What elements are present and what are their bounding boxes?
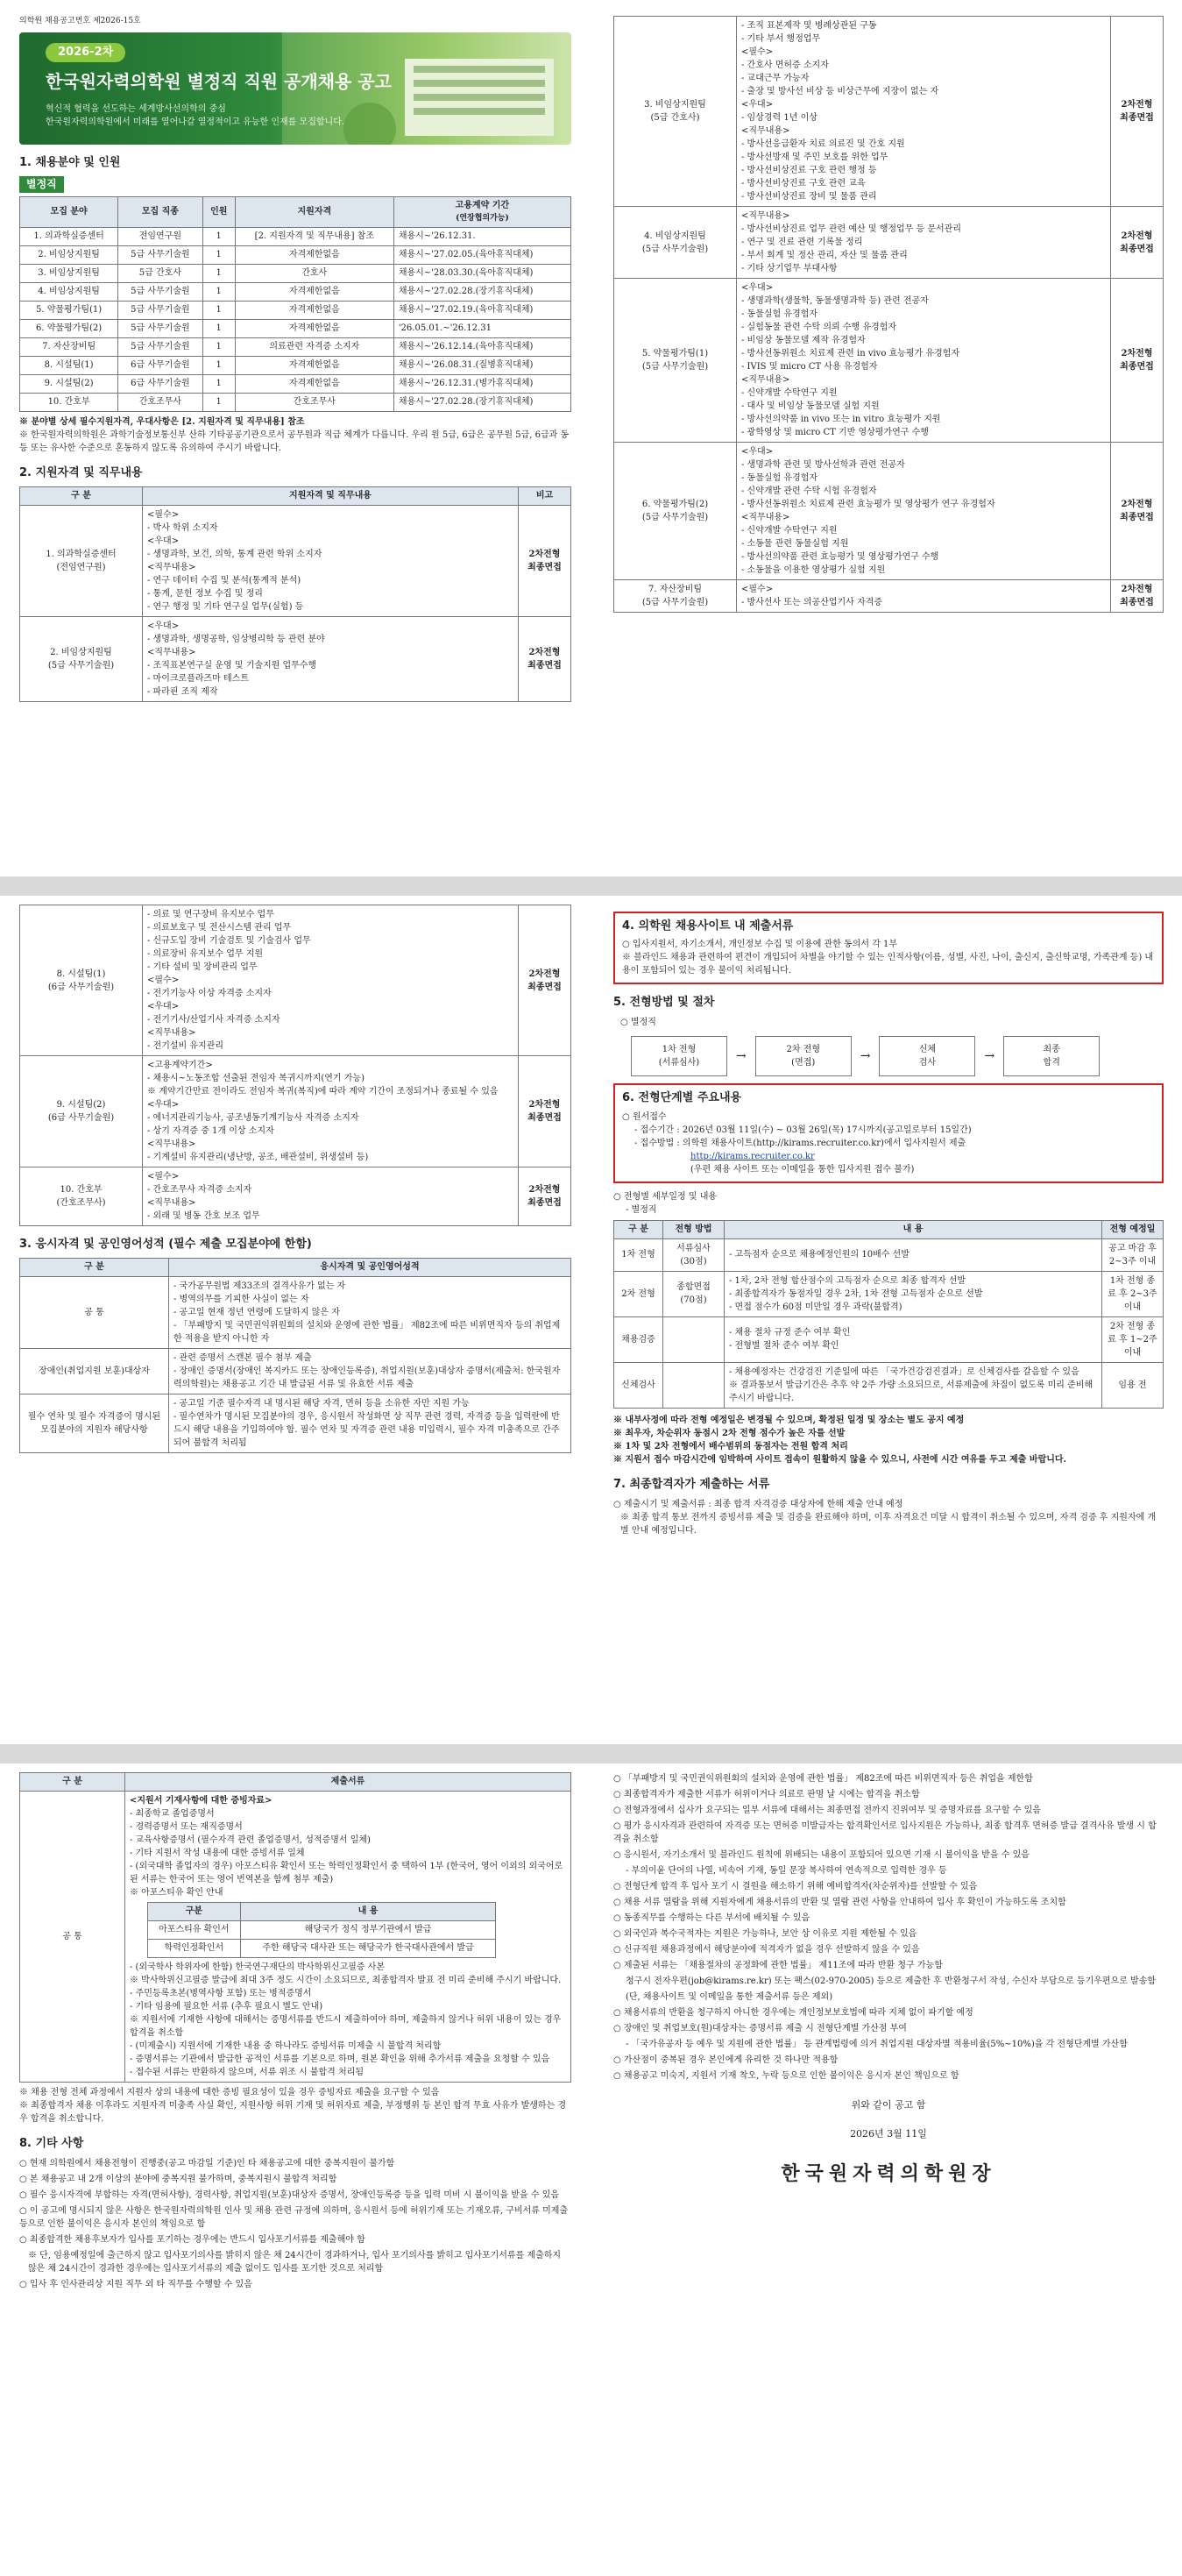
- arrow-icon: →: [984, 1048, 995, 1063]
- doc-item: ※ 아포스티유 확인 안내: [130, 1888, 223, 1898]
- column-header: 구 분: [20, 1773, 125, 1792]
- table-row: [148, 1940, 496, 1958]
- table-cell: 아포스티유 확인서: [148, 1921, 241, 1940]
- table-row: [20, 356, 571, 374]
- table-cell: - 1차, 2차 전형 합산점수의 고득점자 순으로 최종 합격자 선발 - 최종합격자가 동점자일 경우 2차, 1차 전형 고득점자 순으로 선발 - 면접 점수가 60점 미만일 경우 과락(불합격): [725, 1271, 1102, 1316]
- table-cell: 채용시~'26.12.31.: [393, 227, 570, 245]
- table-cell: 자격제한없음: [235, 245, 393, 264]
- notice-date: 2026년 3월 11일: [850, 2128, 927, 2140]
- table-cell: 종합면접 (70점): [663, 1271, 725, 1316]
- row-label: 1. 의과학실증센터 (전임연구원): [20, 505, 143, 616]
- table-cell: 1: [202, 245, 235, 264]
- application-period: - 접수기간 : 2026년 03월 11일(수) ~ 03월 26일(목) 17시까지(공고일로부터 15일간): [634, 1125, 972, 1135]
- list-item: ○ 최종합격자가 제출한 서류가 허위이거나 의료로 판명 날 시에는 합격을 취소함: [613, 1790, 920, 1799]
- doc-item: ※ 박사학위신고필증 발급에 최대 3주 정도 시간이 소요되므로, 최종합격자 발표 전 미리 준비해 주시기 바랍니다.: [130, 1976, 562, 1985]
- application-note: (우편 채용 사이트 또는 이메일을 통한 입사지원 접수 불가): [690, 1164, 915, 1174]
- application-method: - 접수방법 : 의학원 채용사이트(http://kirams.recruiter.co.kr)에서 입사지원서 제출: [634, 1138, 966, 1148]
- table-row: [20, 319, 571, 337]
- table-cell: 공고 마감 후 2~3주 이내: [1102, 1238, 1164, 1271]
- apostille-table: [147, 1902, 496, 1958]
- table-cell: 1. 의과학실증센터: [20, 227, 118, 245]
- table-cell: 9. 시설팀(2): [20, 374, 118, 393]
- table-row: [148, 1921, 496, 1940]
- table-cell: [663, 1362, 725, 1408]
- table-row: [20, 1394, 571, 1453]
- column-header: 비고: [519, 486, 571, 505]
- table-cell: 간호조무사: [118, 393, 202, 411]
- row-remark: 2차전형 최종면접: [519, 505, 571, 616]
- row-label: 4. 비임상지원팀 (5급 사무기술원): [614, 207, 737, 279]
- section-1-heading: 1. 채용분야 및 인원: [19, 155, 121, 169]
- step-2: 2차 전형 (면접): [755, 1036, 852, 1076]
- row-label: 10. 간호부 (간호조무사): [20, 1167, 143, 1226]
- doc-item: - 접수된 서류는 반환하지 않으며, 서류 위조 시 불합격 처리됨: [130, 2068, 365, 2077]
- table-cell: 1차 전형 종료 후 2~3주 이내: [1102, 1271, 1164, 1316]
- table-cell: 1: [202, 374, 235, 393]
- page-3-left: [19, 1772, 571, 2294]
- final-docs-notes: [19, 2086, 571, 2125]
- table-cell: 5급 사무기술원: [118, 282, 202, 301]
- list-item: (단, 채용사이트 및 이메일을 통한 제출서류 등은 제외): [626, 1992, 833, 2002]
- column-header: 전형 방법: [663, 1220, 725, 1238]
- table-cell: 의료관련 자격증 소지자: [235, 337, 393, 356]
- application-title: ○ 원서접수: [622, 1111, 667, 1122]
- row-remark: 2차전형 최종면접: [519, 1167, 571, 1226]
- table-cell: - 채용예정자는 건강검진 기준일에 따른 「국가건강검진결과」로 신체검사를 갈음할 수 있음 ※ 결과통보서 발급기간은 추후 약 2주 가량 소요되므로, 서류제출에 차질이 없도록 미리 준비해 주시기 바랍니다.: [725, 1362, 1102, 1408]
- column-header: 고용계약 기간 (연장협의가능): [393, 196, 570, 227]
- page-1-left: [19, 16, 571, 702]
- page-gap: [0, 876, 1182, 896]
- list-item: ○ 전형단계 합격 후 입사 포기 시 결원을 해소하기 위해 예비합격자(차순위자)를 선발할 수 있음: [613, 1882, 978, 1891]
- doc-item: - 최종학교 졸업증명서: [130, 1809, 215, 1819]
- table-row: [20, 227, 571, 245]
- row-label: 6. 약물평가팀(2) (5급 사무기술원): [614, 443, 737, 580]
- table-row: [614, 1238, 1164, 1271]
- row-remark: 2차전형 최종면접: [519, 616, 571, 701]
- table-cell: 1: [202, 282, 235, 301]
- list-item: ○ 평가 응시자격과 관련하여 자격증 또는 면허증 미발급자는 합격확인서로 입사지원은 가능하나, 최종 합격후 면허증 발급 결격사유 발생 시 합격을 취소함: [613, 1821, 1157, 1844]
- page-2: [0, 896, 1182, 1744]
- recruit-site-link[interactable]: http://kirams.recruiter.co.kr: [690, 1151, 815, 1161]
- column-header: 인원: [202, 196, 235, 227]
- table-cell: 채용시~'27.02.28.(장기휴직대체): [393, 393, 570, 411]
- column-header: 응시자격 및 공인영어성적: [169, 1259, 571, 1277]
- column-header: 구 분: [20, 486, 143, 505]
- table-cell: 자격제한없음: [235, 301, 393, 319]
- list-item: ○ 신규직원 채용과정에서 해당분야에 적격자가 없을 경우 선발하지 않을 수 있음: [613, 1945, 920, 1955]
- table-row: [614, 443, 1164, 580]
- section-4-heading: 4. 의학원 채용사이트 내 제출서류: [622, 919, 794, 933]
- list-item: ○ 채용서류의 반환을 청구하지 아니한 경우에는 개인정보보호법에 따라 지체 없이 파기할 예정: [613, 2008, 973, 2018]
- table-cell: 1차 전형: [614, 1238, 663, 1271]
- table-row: [614, 17, 1164, 207]
- list-item: ○ 전형과정에서 십사가 요구되는 일부 서류에 대해서는 최종면접 전까지 진위여부 및 증명자료를 요구할 수 있음: [613, 1806, 1041, 1815]
- schedule-notes: [613, 1414, 1164, 1466]
- table-cell: 6급 사무기술원: [118, 374, 202, 393]
- list-item: ○ 최종합격한 채용후보자가 입사를 포기하는 경우에는 반드시 입사포기서류를 제출해야 함: [19, 2235, 365, 2246]
- section-8-heading: 8. 기타 사항: [19, 2137, 84, 2150]
- qual-table-b: [613, 16, 1164, 613]
- table-row: [614, 279, 1164, 443]
- table-row: [20, 1167, 571, 1226]
- list-item: ○ 입사 후 인사관리상 지원 직무 외 타 직무를 수행할 수 있음: [19, 2280, 252, 2290]
- table-cell: 학력인정확인서: [148, 1940, 241, 1958]
- page-1: [0, 0, 1182, 876]
- column-header: 모집 직종: [118, 196, 202, 227]
- year-tag: 2026-2차: [46, 43, 125, 62]
- row-label: 9. 시설팀(2) (6급 사무기술원): [20, 1056, 143, 1167]
- step-1: 1차 전형 (서류심사): [631, 1036, 727, 1076]
- table-row: [20, 1056, 571, 1167]
- table-row: [148, 1903, 496, 1921]
- table-cell: 채용검증: [614, 1316, 663, 1362]
- table-row: [20, 337, 571, 356]
- doc-number: 의학원 채용공고번호 제2026-15호: [19, 17, 141, 25]
- page-2-right: [613, 905, 1164, 1537]
- row-content: <필수> - 방사선사 또는 의공산업기사 자격증: [737, 580, 1111, 613]
- table-cell: 5급 사무기술원: [118, 245, 202, 264]
- column-header: 내 용: [725, 1220, 1102, 1238]
- row-content: <고용계약기간> - 채용시~노동조합 선출된 전임자 복귀시까지(연기 가능) ※ 계약기간만료 전이라도 전임자 복귀(복직)에 따라 계약 기간이 조정되거나 종료될 수 있음 <우대> - 에너지관리기능사, 공조냉동기계기능사 자격증 소지자 - 상기 자격증 중 1개 이상 소지자 <직무내용> - 기계설비 유지관리(냉난방, 공조, 배관설비, 위생설비 등): [143, 1056, 519, 1167]
- table-row: [614, 1316, 1164, 1362]
- table-row: [20, 616, 571, 701]
- final-docs-label: 공 통: [20, 1792, 125, 2083]
- list-item: 청구시 전자우편(job@kirams.re.kr) 또는 팩스(02-970-2005) 등으로 제출한 후 반환청구서 작성, 수신자 부담으로 등기우편으로 발송함: [626, 1976, 1157, 1986]
- table-cell: 4. 비임상지원팀: [20, 282, 118, 301]
- column-header: 내 용: [240, 1903, 496, 1921]
- row-remark: 2차전형 최종면접: [519, 1056, 571, 1167]
- closing-line: 위와 같이 공고 함: [851, 2099, 926, 2111]
- section-7-item-1: ○ 제출시기 및 제출서류 : 최종 합격 자격검증 대상자에 한해 제출 안내 예정: [613, 1499, 903, 1509]
- list-item: ○ 필수 응시자격에 부합하는 자격(면허사항), 경력사항, 취업지원(보훈)대상자 증명서, 장애인등록증 등을 입력 미비 시 불이익을 받을 수 있음: [19, 2190, 560, 2201]
- table-row: [20, 1277, 571, 1349]
- doc-item: - 기타 지원서 작성 내용에 대한 증빙서류 일체: [130, 1849, 305, 1858]
- table-cell: 5급 사무기술원: [118, 319, 202, 337]
- header-banner: [19, 32, 571, 145]
- row-content: <우대> - 생명과학(생물학, 동물생명과학 등) 관련 전공자 - 동물실험 유경험자 - 실험동물 관련 수탁 의뢰 수행 유경험자 - 비임상 동물모델 제작 유경험자 - 방사선동위원소 치료제 관련 in vivo 효능평가 유경험자 - IVIS 및 micro CT 사용 유경험자 <직무내용> - 신약개발 수탁연구 지원 - 대사 및 비임상 동물모델 실험 지원 - 방사선의약품 in vivo 또는 in vitro 효능평가 지원 - 광학영상 및 micro CT 기반 영상평가연구 수행: [737, 279, 1111, 443]
- table-cell: 5. 약물평가팀(1): [20, 301, 118, 319]
- table-row: [20, 301, 571, 319]
- list-item: ○ 본 채용공고 내 2개 이상의 분야에 중복지원 불가하며, 중복지원시 불합격 처리함: [19, 2175, 337, 2185]
- row-remark: 2차전형 최종면접: [1111, 443, 1164, 580]
- schedule-label: ○ 전형별 세부일정 및 내용: [613, 1191, 718, 1202]
- schedule-sub: - 별정직: [626, 1204, 657, 1215]
- final-docs-content: [125, 1792, 571, 2083]
- list-item: ○ 동종직무를 수행하는 다른 부서에 배치될 수 있음: [613, 1913, 810, 1923]
- table-cell: 자격제한없음: [235, 374, 393, 393]
- column-header: 구 분: [20, 1259, 169, 1277]
- table-cell: 2차 전형: [614, 1271, 663, 1316]
- final-docs-table: [19, 1772, 571, 2083]
- doc-item: - (미제출시) 지원서에 기재한 내용 중 하나라도 증빙서류 미제출 시 불합격 처리함: [130, 2041, 442, 2051]
- table-cell: 채용시~'26.12.31.(병가휴직대체): [393, 374, 570, 393]
- table-cell: 1: [202, 301, 235, 319]
- column-header: 지원자격 및 직무내용: [143, 486, 519, 505]
- note-line: ※ 1차 및 2차 전형에서 배수범위의 동점자는 전원 합격 처리: [613, 1441, 848, 1451]
- table-cell: 채용시~'26.12.14.(육아휴직대체): [393, 337, 570, 356]
- list-item: ○ 이 공고에 명시되지 않은 사항은 한국원자력의학원 인사 및 채용 관련 규정에 의하며, 응시원서 등에 허위기재 또는 기재오류, 구비서류 미제출 등으로 인한 불이익은 응시자 본인의 책임으로 함: [19, 2206, 569, 2230]
- row-content: - 공고일 기준 필수자격 내 명시된 해당 자격, 면허 등을 소유한 자만 지원 가능 - 필수연차가 명시된 모집분야의 경우, 응시원서 작성화면 상 직무 관련 경력, 자격증 등을 입력란에 반드시 해당 내용을 기입하여야 함. 필수 연차 및 자격증 관련 내용 미입력시, 필수 자격 미충족으로 간주되어 불합격 처리됨: [169, 1394, 571, 1453]
- row-remark: 2차전형 최종면접: [519, 905, 571, 1056]
- table-cell: 2차 전형 종료 후 1~2주 이내: [1102, 1316, 1164, 1362]
- arrow-icon: →: [860, 1048, 871, 1063]
- table-cell: 1: [202, 264, 235, 282]
- note-line: ※ 최종합격자 채용 이후라도 지원자격 미충족 사실 확인, 지원사항 허위 기재 및 허위자료 제출, 부정행위 등 본인 합격 무효 사유가 발생하는 경우 합격을 취소합니다.: [19, 2101, 567, 2124]
- row-content: - 관련 증명서 스캔본 필수 첨부 제출 - 장애인 증명서(장애인 복지카드 또는 장애인등록증), 취업지원(보훈)대상자 증명서(제출처: 한국원자력의학원)는 채용공고 기간 내 발급된 서류 및 유효한 서류 제출: [169, 1349, 571, 1394]
- row-content: - 조직 표본제작 및 병례상관된 구동 - 기타 부서 행정업무 <필수> - 간호사 면허증 소지자 - 교대근무 가능자 - 출장 및 방사선 비상 등 비상근무에 지장이 없는 자 <우대> - 임상경력 1년 이상 <직무내용> - 방사선응급환자 치료 의료진 및 간호 지원 - 방사선방재 및 주민 보호를 위한 업무 - 방사선비상진료 구호 관련 행정 등 - 방사선비상진료 구호 관련 교육 - 방사선비상진료 장비 및 물품 관리: [737, 17, 1111, 207]
- table-cell: 1: [202, 337, 235, 356]
- table-cell: 6. 약물평가팀(2): [20, 319, 118, 337]
- row-content: <필수> - 간호조무사 자격증 소지자 <직무내용> - 외래 및 병동 간호 보조 업무: [143, 1167, 519, 1226]
- note-line: ※ 최우자, 차순위자 동점시 2차 전형 점수가 높은 자를 선발: [613, 1428, 846, 1438]
- table-cell: '26.05.01.~'26.12.31: [393, 319, 570, 337]
- row-content: <우대> - 생명과학 관련 및 방사선학과 관련 전공자 - 동물실험 유경험자 - 신약개발 관련 수탁 시험 유경험자 - 방사선동위원소 치료제 관련 효능평가 및 영상평가 연구 유경험자 <직무내용> - 신약개발 수탁연구 지원 - 소동물 관련 동물실험 지원 - 방사선의약품 관련 효능평가 및 영상평가연구 수행 - 소동물을 이용한 영상평가 실험 지원: [737, 443, 1111, 580]
- table-cell: 자격제한없음: [235, 356, 393, 374]
- qual-table-c: [19, 905, 571, 1226]
- recruit-table: [19, 196, 571, 412]
- row-label: 필수 연차 및 필수 자격증이 명시된 모집분야의 지원자 해당사항: [20, 1394, 169, 1453]
- row-label: 장애인(취업지원 보훈)대상자: [20, 1349, 169, 1394]
- row-label: 2. 비임상지원팀 (5급 사무기술원): [20, 616, 143, 701]
- table-cell: 1: [202, 356, 235, 374]
- row-content: <직무내용> - 방사선비상진료 업무 관련 예산 및 행정업무 등 문서관리 - 연구 및 진료 관련 기록물 정리 - 부서 회계 및 정산 관리, 자산 및 물품 관리 - 기타 상기업무 부대사항: [737, 207, 1111, 279]
- column-header-sub: (연장협의가능): [456, 213, 509, 223]
- process-flow: [631, 1036, 1164, 1076]
- table-cell: [2. 지원자격 및 직무내용] 참조: [235, 227, 393, 245]
- table-cell: 주한 해당국 대사관 또는 해당국가 한국대사관에서 발급: [240, 1940, 496, 1958]
- table-cell: 채용시~'27.02.19.(육아휴직대체): [393, 301, 570, 319]
- note-line: ※ 한국원자력의학원은 과학기술정보통신부 산하 기타공공기관으로서 공무원과 직급 체계가 다릅니다. 우리 원 5급, 6급은 공무원 5급, 6급과 동등 또는 유사한 수준으로 혼동하지 않도록 유의하여 주시기 바랍니다.: [19, 429, 570, 453]
- table-cell: 5급 간호사: [118, 264, 202, 282]
- table-row: [614, 1362, 1164, 1408]
- list-item: ○ 「부패방지 및 국민권익위원회의 설치와 운영에 관한 법률」 제82조에 따른 비위면직자 등은 취업을 제한함: [613, 1774, 1033, 1784]
- section-2-heading: 2. 지원자격 및 직무내용: [19, 465, 143, 479]
- section-5-heading: 5. 전형방법 및 절차: [613, 996, 715, 1010]
- table-cell: 채용시~'28.03.30.(육아휴직대체): [393, 264, 570, 282]
- table-cell: 10. 간호부: [20, 393, 118, 411]
- table-row: [614, 1271, 1164, 1316]
- documents-highlight: [613, 912, 1164, 984]
- issuer: 한국원자력의학원장: [781, 2161, 996, 2185]
- section-4-item-2: ※ 블라인드 채용과 관련하여 편견이 개입되어 차별을 야기할 수 있는 인적사항(이름, 성별, 사진, 나이, 출신지, 출신학교명, 가족관계 등) 내용이 포함되어 있는 경우 불이익 처리됩니다.: [622, 953, 1154, 976]
- row-remark: 2차전형 최종면접: [1111, 207, 1164, 279]
- note-line: ※ 채용 전형 전체 과정에서 지원자 상의 내용에 대한 증빙 필요성이 있을 경우 증빙자료 제출을 요구할 수 있음: [19, 2088, 440, 2097]
- table-cell: 2. 비임상지원팀: [20, 245, 118, 264]
- table-cell: [663, 1316, 725, 1362]
- section-7-heading: 7. 최종합격자가 제출하는 서류: [613, 1477, 770, 1491]
- misc-list-cont: [613, 1772, 1164, 2083]
- doc-item: - 기타 임용에 필요한 서류 (추후 필요시 별도 안내): [130, 2002, 323, 2012]
- section-5-label: ○ 별정직: [620, 1018, 656, 1028]
- table-cell: 채용시~'27.02.05.(육아휴직대체): [393, 245, 570, 264]
- table-row: [20, 505, 571, 616]
- table-row: [20, 905, 571, 1056]
- table-cell: 채용시~'26.08.31.(질병휴직대체): [393, 356, 570, 374]
- table-row: [20, 393, 571, 411]
- list-item: - 부의이윤 단어의 나열, 비속어 기재, 동일 문장 복사하여 연속적으로 입력한 경우 등: [626, 1866, 947, 1876]
- schedule-highlight: [613, 1083, 1164, 1182]
- page-2-left: [19, 905, 571, 1453]
- table-cell: 7. 자산장비팀: [20, 337, 118, 356]
- row-content: <우대> - 생명과학, 생명공학, 임상병리학 등 관련 분야 <직무내용> - 조직표본연구실 운영 및 기술지원 업무수행 - 마이크로플라즈마 테스트 - 파라핀 조직 제작: [143, 616, 519, 701]
- doc-item: ※ 지원서에 기재한 사항에 대해서는 증명서류를 반드시 제출하여야 하며, 제출하지 않거나 허위 내용이 있는 경우 합격을 취소함: [130, 2015, 562, 2038]
- list-item: ○ 가산점이 중복된 경우 본인에게 유리한 것 하나만 적용함: [613, 2055, 839, 2065]
- column-header: 모집 분야: [20, 196, 118, 227]
- list-item: ○ 제출된 서류는 「채용절차의 공정화에 관한 법률」 제11조에 따라 반환 청구 가능함: [613, 1961, 943, 1970]
- column-header: 구분: [148, 1903, 241, 1921]
- table-cell: 5급 사무기술원: [118, 337, 202, 356]
- doc-item: - 주민등록초본(병역사항 포함) 또는 병적증명서: [130, 1989, 312, 1998]
- row-label: 공 통: [20, 1277, 169, 1349]
- table-cell: 1: [202, 227, 235, 245]
- special-tag: 별정직: [19, 176, 64, 193]
- row-label: 3. 비임상지원팀 (5급 간호사): [614, 17, 737, 207]
- step-4: 최종 합격: [1003, 1036, 1100, 1076]
- table-cell: 간호사: [235, 264, 393, 282]
- page-gap: [0, 1744, 1182, 1763]
- table-row: [20, 264, 571, 282]
- table-row: [20, 282, 571, 301]
- note-line: ※ 지원서 접수 마감시간에 임박하여 사이트 접속이 원활하지 않을 수 있으니, 사전에 시간 여유를 두고 제출 바랍니다.: [613, 1454, 1067, 1465]
- list-item: ○ 장애인 및 취업보호(원)대상자는 증명서류 제출 시 전형단계별 가산점 부여: [613, 2024, 907, 2033]
- table-cell: 신체검사: [614, 1362, 663, 1408]
- table-cell: 해당국가 정식 정부기관에서 발급: [240, 1921, 496, 1940]
- row-remark: 2차전형 최종면접: [1111, 17, 1164, 207]
- section-6-heading: 6. 전형단계별 주요내용: [622, 1091, 742, 1105]
- table-cell: 8. 시설팀(1): [20, 356, 118, 374]
- table-cell: - 고득점자 순으로 채용예정인원의 10배수 선발: [725, 1238, 1102, 1271]
- table-cell: 채용시~'27.02.28.(장기휴직대체): [393, 282, 570, 301]
- table-row: [614, 207, 1164, 279]
- column-header: 지원자격: [235, 196, 393, 227]
- table-cell: 6급 사무기술원: [118, 356, 202, 374]
- row-label: 8. 시설팀(1) (6급 사무기술원): [20, 905, 143, 1056]
- arrow-icon: →: [736, 1048, 747, 1063]
- table-cell: 서류심사 (30점): [663, 1238, 725, 1271]
- row-remark: 2차전형 최종면접: [1111, 580, 1164, 613]
- schedule-table: [613, 1220, 1164, 1409]
- table-cell: 전임연구원: [118, 227, 202, 245]
- table-row: [614, 580, 1164, 613]
- page-title: 한국원자력의학원 별정직 직원 공개채용 공고: [46, 70, 392, 92]
- section-4-item-1: ○ 입사지원서, 자기소개서, 개인정보 수집 및 이용에 관한 동의서 각 1부: [622, 940, 898, 950]
- section-7-item-2: ※ 최종 합격 통보 전까지 증빙서류 제출 및 검증을 완료해야 하며, 이후 자격요건 미달 시 합격이 취소될 수 있으며, 자격 검증 후 지원자에 개별 안내 예정입니다.: [620, 1512, 1157, 1536]
- table-cell: 자격제한없음: [235, 319, 393, 337]
- table-cell: 5급 사무기술원: [118, 301, 202, 319]
- table-cell: 1: [202, 393, 235, 411]
- row-remark: 2차전형 최종면접: [1111, 279, 1164, 443]
- eligibility-table: [19, 1258, 571, 1453]
- misc-list: [19, 2157, 571, 2291]
- table-row: [20, 1349, 571, 1394]
- section-1-notes: [19, 415, 571, 455]
- table-cell: 1: [202, 319, 235, 337]
- doc-item: - 경력증명서 또는 재직증명서: [130, 1822, 243, 1832]
- page-3-right: [613, 1772, 1164, 2188]
- table-cell: - 채용 절차 규정 준수 여부 확인 - 전형별 절차 준수 여부 확인: [725, 1316, 1102, 1362]
- doc-item: - (외국학사 학위자에 한함) 한국연구재단의 박사학위신고필증 사본: [130, 1962, 386, 1972]
- doc-item: - 증명서류는 기관에서 발급한 공적인 서류를 기본으로 하며, 원본 확인을 위해 추가서류 제출을 요청할 수 있음: [130, 2054, 550, 2064]
- qual-table-a: [19, 486, 571, 702]
- column-header: 구 분: [614, 1220, 663, 1238]
- row-content: - 의료 및 연구장비 유지보수 업무 - 의료보호구 및 전산시스템 관리 업무 - 신규도입 장비 기술검토 및 기술검사 업무 - 의료장비 유지보수 업무 지원 - 기타 설비 및 장비관리 업무 <필수> - 전기기능사 이상 자격증 소지자 <우대> - 전기기사/산업기사 자격증 소지자 <직무내용> - 전기설비 유지관리: [143, 905, 519, 1056]
- table-cell: 자격제한없음: [235, 282, 393, 301]
- doc-item: - 교육사항증명서 (필수자격 관련 졸업증명서, 성적증명서 일체): [130, 1835, 371, 1845]
- list-item: ○ 응시원서, 자기소개서 및 블라인드 원칙에 위배되는 내용이 포함되어 있으면 기재 시 불이익을 받을 수 있음: [613, 1850, 1030, 1860]
- table-row: [20, 374, 571, 393]
- column-header: 전형 예정일: [1102, 1220, 1164, 1238]
- note-line: ※ 내부사정에 따라 전형 예정일은 변경될 수 있으며, 확정된 일정 및 장소는 별도 공지 예정: [613, 1415, 965, 1425]
- list-item: ※ 단, 임용예정일에 출근하지 않고 입사포기의사를 밝히지 않은 채 24시간이 경과하거나, 입사 포기의사를 밝히고 입사포기서류를 제출하지 않은 채 24시간이 경과한 경우에는 입사포기서류의 제출 없이도 입사를 포기한 것으로 처리함: [28, 2251, 562, 2274]
- column-header: 제출서류: [125, 1773, 571, 1792]
- table-cell: 간호조무사: [235, 393, 393, 411]
- row-label: 5. 약물평가팀(1) (5급 사무기술원): [614, 279, 737, 443]
- section-3-heading: 3. 응시자격 및 공인영어성적 (필수 제출 모집분야에 한함): [19, 1238, 312, 1251]
- list-item: ○ 현재 의학원에서 채용전형이 진행중(공고 마감일 기준)인 타 채용공고에 대한 중복지원이 불가함: [19, 2159, 395, 2169]
- note-line: ※ 분야별 상세 필수지원자격, 우대사항은 [2. 지원자격 및 직무내용] 참조: [19, 416, 305, 427]
- table-cell: 3. 비임상지원팀: [20, 264, 118, 282]
- step-3: 신체 검사: [879, 1036, 975, 1076]
- table-cell: 임용 전: [1102, 1362, 1164, 1408]
- page-subtitle: 혁신적 협력을 선도하는 세계방사선의학의 중심 한국원자력의학원에서 미래를 열어나갈 열정적이고 유능한 인재를 모집합니다.: [46, 103, 345, 127]
- page-3: [0, 1763, 1182, 2576]
- doc-item: <지원서 기재사항에 대한 증빙자료>: [130, 1796, 272, 1806]
- list-item: ○ 외국인과 복수국적자는 지원은 가능하나, 보안 상 이유로 지원 제한될 수 있음: [613, 1929, 917, 1939]
- page-1-right: [613, 16, 1164, 613]
- doc-item: - (외국대학 졸업자의 경우) 아포스티유 확인서 또는 학력인정확인서 중 택하여 1부 (한국어, 영어 이외의 외국어로 된 서류는 한국어 또는 영어 번역본을 함께 첨부 제출): [130, 1862, 563, 1884]
- row-label: 7. 자산장비팀 (5급 사무기술원): [614, 580, 737, 613]
- list-item: - 「국가유공자 등 예우 및 지원에 관한 법률」 등 관계법령에 의거 취업지원 대상자별 적용비율(5%~10%)을 각 전형단계별 가산함: [626, 2040, 1128, 2049]
- list-item: ○ 채용공고 미숙지, 지원서 기재 착오, 누락 등으로 인한 불이익은 응시자 본인 책임으로 함: [613, 2071, 959, 2081]
- row-content: - 국가공무원법 제33조의 결격사유가 없는 자 - 병역의무를 기피한 사실이 없는 자 - 공고일 현재 정년 연령에 도달하지 않은 자 - 「부패방지 및 국민권익위원회의 설치와 운영에 관한 법률」 제82조에 따른 비위면직자 등의 취업제한 적용을 받지 아니한 자: [169, 1277, 571, 1349]
- row-content: <필수> - 박사 학위 소지자 <우대> - 생명과학, 보건, 의학, 통계 관련 학위 소지자 <직무내용> - 연구 데이터 수집 및 분석(통계적 분석) - 통계, 문헌 정보 수집 및 정리 - 연구 행정 및 기타 연구실 업무(실험) 등: [143, 505, 519, 616]
- table-row: [20, 245, 571, 264]
- list-item: ○ 채용 서류 열람을 위해 지원자에게 채용서류의 반환 및 열람 관련 사항을 안내하여 입사 후 확인이 가능하도록 조치함: [613, 1898, 1066, 1907]
